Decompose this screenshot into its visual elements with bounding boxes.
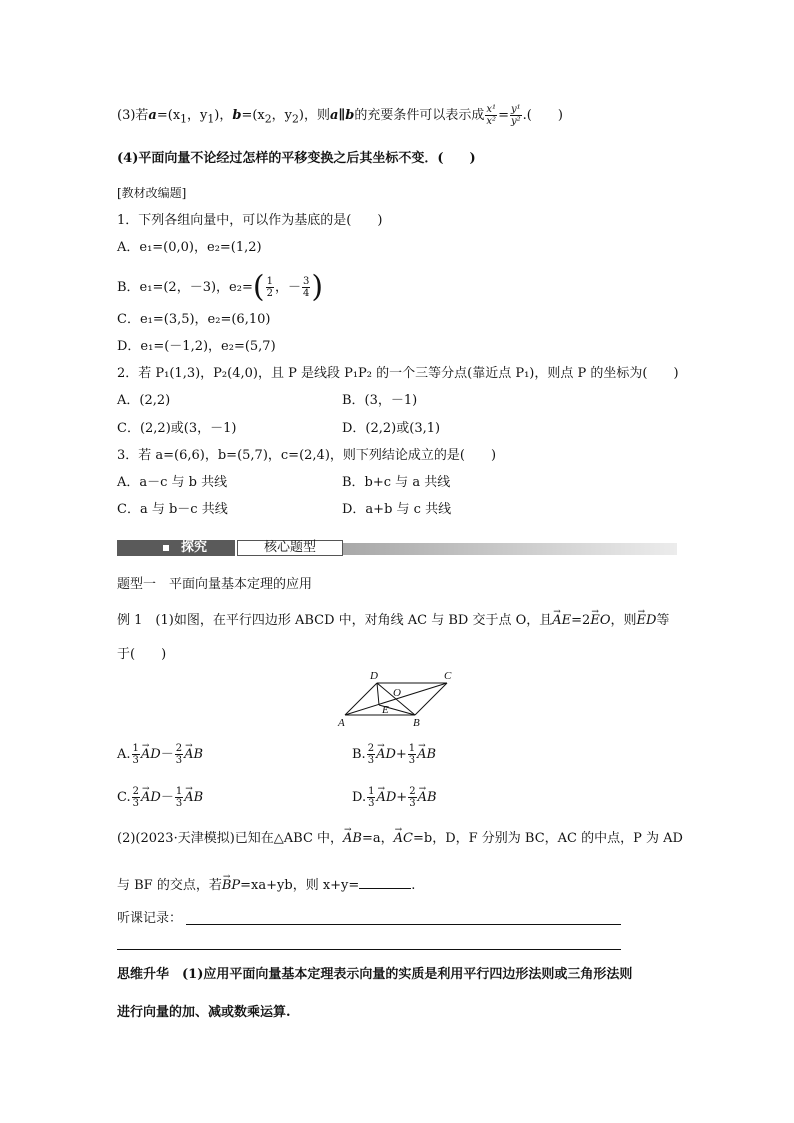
label-e: E <box>382 704 389 716</box>
numerator: 2 <box>367 743 375 754</box>
fraction <box>408 743 416 766</box>
topic-title: 题型一 平面向量基本定理的应用 <box>117 577 313 592</box>
denominator: 3 <box>409 798 416 809</box>
fraction <box>302 276 310 299</box>
fraction-x <box>485 104 497 127</box>
fraction-y <box>510 104 522 127</box>
banner-gradient <box>343 543 677 555</box>
text: =(x <box>241 108 265 123</box>
fraction <box>132 786 140 809</box>
text: 等 <box>656 613 670 628</box>
numerator: x¹ <box>486 104 497 115</box>
operator: + <box>396 790 408 805</box>
banner-light-label: 核心题型 <box>237 540 343 556</box>
q2-option-c: C．(2,2)或(3，－1) <box>117 421 237 436</box>
denominator: 3 <box>408 755 416 766</box>
option-letter: C. <box>117 790 131 805</box>
summary-line2: 进行向量的加、减或数乘运算. <box>117 1005 291 1020</box>
parallelogram-figure <box>335 668 465 730</box>
text: 例 1 (1)如图，在平行四边形 ABCD 中，对角线 AC 与 BD 交于点 O，且 <box>117 613 553 628</box>
square-icon <box>163 545 169 551</box>
ex1-line2: 于( ) <box>117 647 167 662</box>
fraction <box>367 743 375 766</box>
sub: 2 <box>292 112 299 126</box>
section-banner <box>117 540 677 556</box>
text: . <box>411 878 416 893</box>
answer-paren: .( ) <box>522 108 563 123</box>
q1-option-d: D．e₁=(－1,2)，e₂=(5,7) <box>117 339 276 354</box>
denominator: x² <box>486 116 497 127</box>
text: (2)(2023·天津模拟)已知在△ABC 中， <box>117 831 344 846</box>
text: =xa+yb，则 x+y= <box>240 878 360 893</box>
text: B．e₁=(2，－3)，e₂= <box>117 280 253 295</box>
denominator: 4 <box>302 288 310 299</box>
numerator: 2 <box>409 786 416 797</box>
vector-ab: → AB <box>184 789 203 807</box>
numerator: 2 <box>132 786 139 797</box>
fraction <box>266 276 274 299</box>
vector-ed: → ED <box>637 612 657 630</box>
text: 的充要条件可以表示成 <box>354 108 485 123</box>
vector-ad: → AD <box>376 746 396 764</box>
ex2-line1 <box>117 830 683 848</box>
text: 与 BF 的交点，若 <box>117 878 222 893</box>
q1-option-b <box>117 269 324 305</box>
denominator: 3 <box>175 798 183 809</box>
ex1-option-c <box>117 786 203 809</box>
summary-label: 思维升华 <box>117 967 170 982</box>
section-tag: [教材改编题] <box>117 186 187 200</box>
sub: 2 <box>264 112 272 126</box>
operator: － <box>160 790 174 805</box>
sub: 1 <box>207 112 215 126</box>
denominator: 3 <box>132 798 139 809</box>
denominator: 3 <box>175 755 183 766</box>
banner-dark <box>117 540 235 556</box>
judge-item-4: (4)平面向量不论经过怎样的平移变换之后其坐标不变．( ) <box>117 151 476 166</box>
q1-option-c: C．e₁=(3,5)，e₂=(6,10) <box>117 312 271 327</box>
fraction <box>175 743 183 766</box>
numerator: y¹ <box>510 104 521 115</box>
numerator: 2 <box>175 743 183 754</box>
q3-stem: 3．若 a=(6,6)，b=(5,7)，c=(2,4)，则下列结论成立的是( ) <box>117 448 497 463</box>
denominator: 3 <box>132 755 139 766</box>
fraction <box>132 743 140 766</box>
numerator: 1 <box>175 786 183 797</box>
operator: － <box>160 747 174 762</box>
vector-a: a <box>148 108 157 123</box>
text: = <box>498 108 509 123</box>
text: )， <box>214 108 233 123</box>
paren-open: ( <box>252 269 265 305</box>
ex1-line1 <box>117 612 669 630</box>
q2-option-d: D．(2,2)或(3,1) <box>342 421 441 436</box>
q2-option-b: B．(3，－1) <box>342 393 418 408</box>
text: )，则 <box>298 108 330 123</box>
vector-ab: → AB <box>184 746 203 764</box>
fraction <box>408 786 416 809</box>
numerator: 1 <box>266 276 273 287</box>
fraction <box>175 786 183 809</box>
text: =2 <box>571 613 591 628</box>
banner-dark-label: 探究 <box>181 540 208 555</box>
parallel-expr: a∥b <box>329 108 355 123</box>
label-b: B <box>413 717 420 729</box>
denominator: 3 <box>367 755 375 766</box>
vector-bp: → BP <box>222 877 240 895</box>
text: ，－ <box>274 280 301 295</box>
text: ，则 <box>610 613 637 628</box>
vector-ad: → AD <box>141 789 161 807</box>
notes-line-1[interactable] <box>186 924 621 925</box>
q3-option-c: C．a 与 b－c 共线 <box>117 502 228 517</box>
segment-de <box>377 683 379 705</box>
fraction <box>367 786 375 809</box>
paren-close: ) <box>311 269 324 305</box>
summary-line1 <box>117 966 632 984</box>
text: =a， <box>362 831 394 846</box>
label-a: A <box>338 717 345 729</box>
vector-ad: → AD <box>141 746 161 764</box>
q1-option-a: A．e₁=(0,0)，e₂=(1,2) <box>117 240 262 255</box>
q1-stem: 1．下列各组向量中，可以作为基底的是( ) <box>117 213 383 228</box>
vector-ad: → AD <box>376 789 396 807</box>
q2-stem: 2．若 P₁(1,3)，P₂(4,0)，且 P 是线段 P₁P₂ 的一个三等分点(靠近点 P₁)，则点 P 的坐标为( ) <box>117 366 679 381</box>
ex1-option-d <box>352 786 437 809</box>
numerator: 1 <box>368 786 375 797</box>
option-letter: A. <box>117 747 131 762</box>
denominator: y² <box>510 116 521 127</box>
vector-ab: → AB <box>417 746 436 764</box>
summary-text: (1)应用平面向量基本定理表示向量的实质是利用平行四边形法则或三角形法则 <box>169 967 633 982</box>
text: ，y <box>187 108 208 123</box>
text: =b，D，F 分别为 BC，AC 的中点，P 为 AD <box>413 831 683 846</box>
denominator: 2 <box>266 288 273 299</box>
label-c: C <box>444 670 452 682</box>
numerator: 1 <box>408 743 416 754</box>
option-letter: B. <box>352 747 366 762</box>
q3-option-a: A．a－c 与 b 共线 <box>117 475 228 490</box>
vector-ac: → AC <box>394 830 413 848</box>
vector-eo: → EO <box>590 612 610 630</box>
numerator: 1 <box>132 743 139 754</box>
vector-ab: → AB <box>418 789 437 807</box>
label-o: O <box>393 687 401 699</box>
q3-option-d: D．a+b 与 c 共线 <box>342 502 452 517</box>
numerator: 3 <box>302 276 310 287</box>
ex1-option-a <box>117 743 203 766</box>
ex2-line2 <box>117 876 415 895</box>
text: ，y <box>271 108 293 123</box>
denominator: 3 <box>368 798 375 809</box>
answer-blank[interactable] <box>359 876 411 889</box>
vector-b: b <box>232 108 242 123</box>
label-d: D <box>370 670 378 682</box>
q3-option-b: B．b+c 与 a 共线 <box>342 475 451 490</box>
notes-line-2[interactable] <box>117 949 621 950</box>
ex1-option-b <box>352 743 436 766</box>
vector-ab: → AB <box>343 830 362 848</box>
text: =(x <box>156 108 181 123</box>
vector-ae: → AE <box>552 612 571 630</box>
judge-item-3 <box>117 104 563 129</box>
notes-label: 听课记录： <box>117 911 183 926</box>
q2-option-a: A．(2,2) <box>117 393 171 408</box>
sub: 1 <box>180 112 188 126</box>
option-letter: D. <box>352 790 367 805</box>
operator: + <box>395 747 407 762</box>
text: (3)若 <box>117 108 149 123</box>
